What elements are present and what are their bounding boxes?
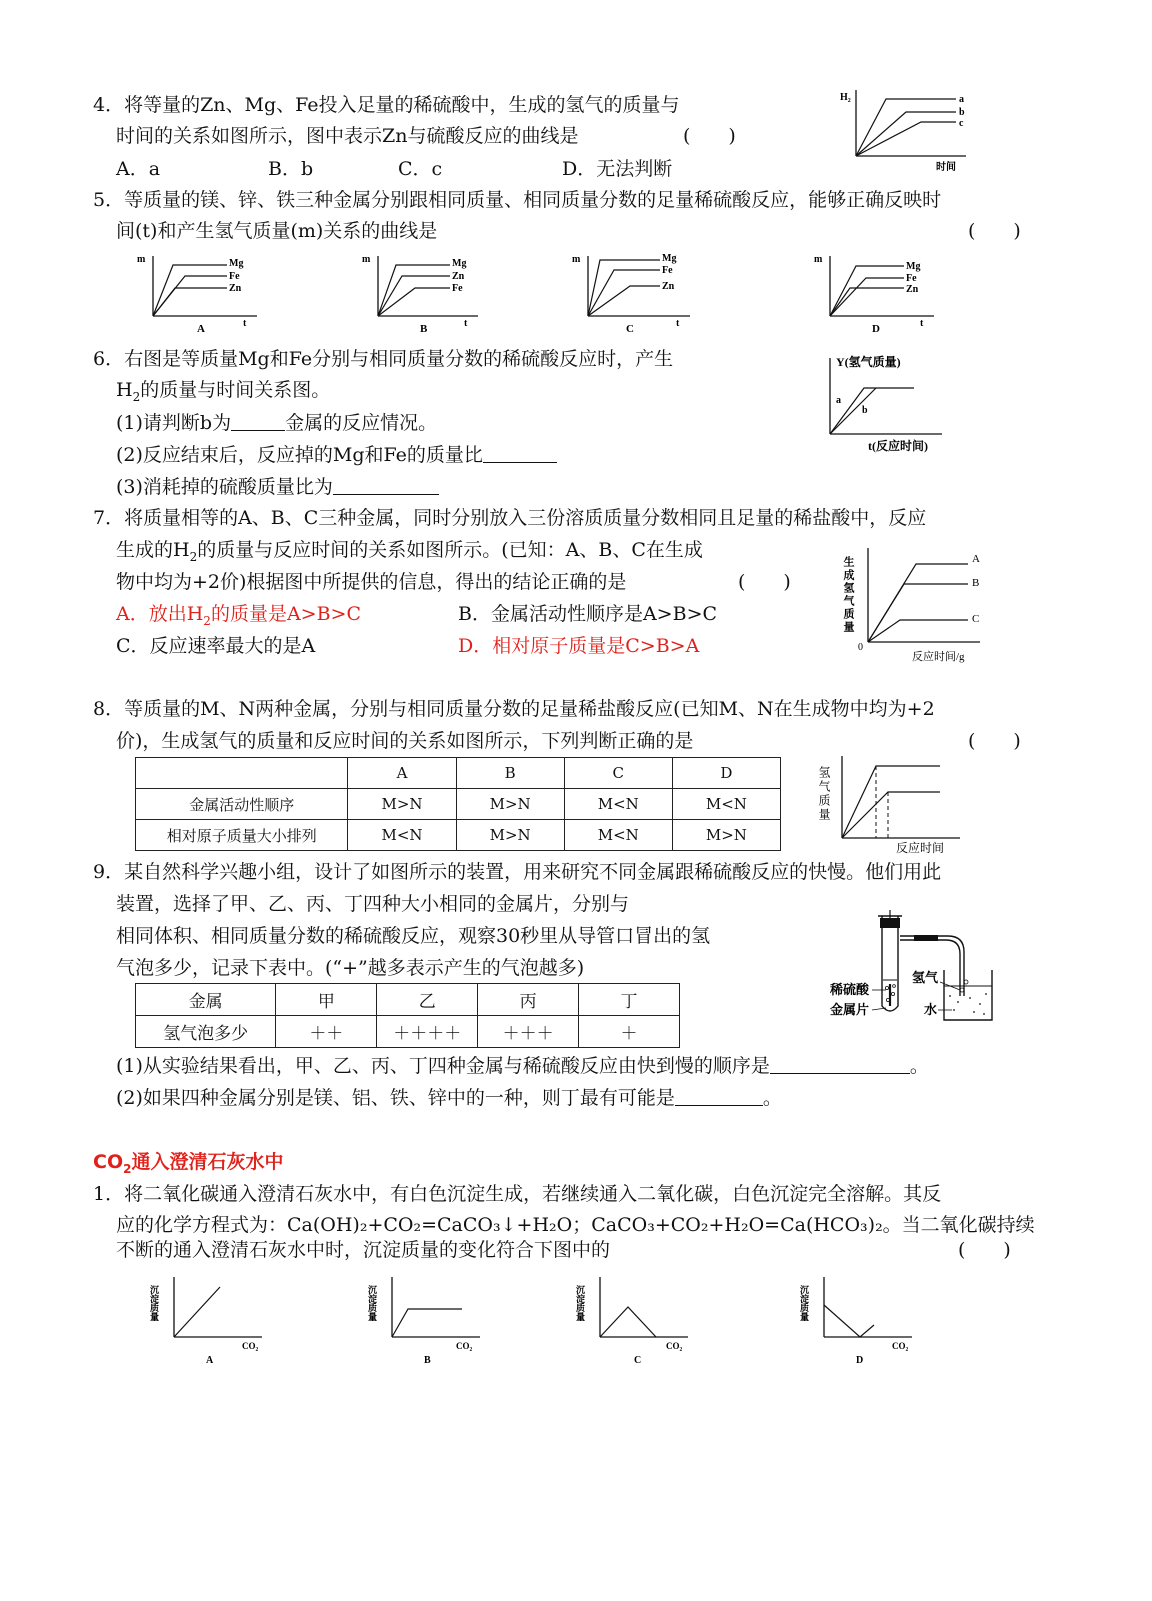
q5-graph-c[interactable] — [570, 252, 710, 338]
co2-q1-line3: 不断的通入澄清石灰水中时，沉淀质量的变化符合下图中的 — [116, 1239, 611, 1261]
co2-graph-b-id: B — [424, 1355, 431, 1366]
q5-d-label-1: Mg — [906, 261, 921, 272]
q5-b-axis-x: t — [464, 318, 468, 329]
q5-graph-c-id: C — [626, 323, 634, 335]
q8-line2: 价)，生成氢气的质量和反应时间的关系如图所示，下列判断正确的是 — [116, 730, 694, 752]
q6-curve-label-a: a — [836, 395, 841, 406]
q6-graph-ylabel: Y(氢气质量) — [836, 355, 901, 369]
q4-graph-ylabel: H₂ — [840, 92, 851, 103]
q7-curve-b — [868, 584, 968, 642]
q4-option-c[interactable]: C．c — [398, 158, 443, 180]
q5-graph-b[interactable] — [360, 252, 500, 338]
svg-text:沉淀质量: 沉淀质量 — [149, 1285, 159, 1321]
q9-sub1: (1)从实验结果看出，甲、乙、丙、丁四种金属与稀硫酸反应由快到慢的顺序是 。 — [116, 1055, 929, 1077]
svg-text:生成氢气质量: 生成氢气质量 — [842, 556, 854, 634]
q7-curve-a — [868, 564, 968, 642]
q7-option-a[interactable]: A．放出$H_2$的质量是A>B>C — [116, 603, 361, 628]
q9-blank-2[interactable] — [675, 1087, 763, 1106]
q5-graph-d-id: D — [872, 323, 880, 335]
q8-curve-m — [842, 766, 940, 838]
q5-d-axis-y: m — [814, 254, 823, 265]
q5-a-label-1: Mg — [229, 258, 244, 269]
co2-graph-b[interactable] — [368, 1275, 498, 1370]
q7-line1: 7．将质量相等的A、B、C三种金属，同时分别放入三份溶质质量分数相同且足量的稀盐酸中，反应 — [93, 507, 927, 529]
q9-table-header: 金属 甲 乙 丙 丁 — [136, 984, 680, 1016]
q6-curve-label-b: b — [862, 405, 868, 416]
q9-label-water: 水 — [924, 1002, 938, 1017]
q4-curve-label-b: b — [959, 107, 965, 118]
q8-graph — [818, 752, 968, 858]
q6-graph — [818, 352, 958, 456]
q5-graph-a[interactable] — [135, 252, 275, 338]
q8-h1: A — [348, 758, 456, 789]
q8-table-header — [136, 758, 781, 789]
q6-graph-xlabel: t(反应时间) — [868, 439, 928, 453]
q5-d-label-2: Fe — [906, 273, 917, 284]
q6-sub2: (2)反应结束后，反应掉的Mg和Fe的质量比 — [116, 442, 557, 468]
q6-blank-3[interactable] — [333, 476, 439, 495]
co2-q1-paren: ( ) — [958, 1239, 1011, 1261]
q5-b-label-2: Zn — [452, 271, 465, 282]
q7-graph-xlabel: 反应时间/g — [912, 651, 965, 663]
q5-a-axis-y: m — [137, 254, 146, 265]
q5-c-label-2: Fe — [662, 265, 673, 276]
q4-curve-label-c: c — [959, 118, 964, 129]
q9-label-acid: 稀硫酸 — [830, 982, 870, 997]
q5-a-label-3: Zn — [229, 283, 242, 294]
co2-graph-a-id: A — [206, 1355, 214, 1366]
q5-b-axis-y: m — [362, 254, 371, 265]
q8-h3: C — [564, 758, 672, 789]
q9-label-metal: 金属片 — [830, 1002, 870, 1017]
q9-line3: 相同体积、相同质量分数的稀硫酸反应，观察30秒里从导管口冒出的氢 — [116, 925, 711, 947]
q7-option-d[interactable]: D．相对原子质量是C>B>A — [458, 635, 700, 657]
q6-line1: 6．右图是等质量Mg和Fe分别与相同质量分数的稀硫酸反应时，产生 — [93, 348, 674, 370]
q9-blank-1[interactable] — [770, 1055, 910, 1074]
co2-graph-c[interactable] — [576, 1275, 706, 1370]
q7-graph-origin: 0 — [858, 642, 863, 653]
q9-table — [135, 983, 680, 1048]
q4-option-a[interactable]: A．a — [116, 158, 161, 180]
q9-line2: 装置，选择了甲、乙、丙、丁四种大小相同的金属片，分别与 — [116, 893, 630, 915]
q9-apparatus — [828, 910, 998, 1025]
svg-text:CO₂: CO₂ — [456, 1341, 473, 1351]
svg-text:沉淀质量: 沉淀质量 — [799, 1285, 809, 1321]
q4-line2: 时间的关系如图所示，图中表示Zn与硫酸反应的曲线是 — [116, 125, 579, 147]
co2-q1-line1: 1．将二氧化碳通入澄清石灰水中，有白色沉淀生成，若继续通入二氧化碳，白色沉淀完全溶解。其反 — [93, 1183, 942, 1205]
q5-a-axis-x: t — [243, 318, 247, 329]
q7-option-c[interactable]: C．反应速率最大的是A — [116, 635, 316, 657]
q4-line1: 4．将等量的Zn、Mg、Fe投入足量的稀硫酸中，生成的氢气的质量与 — [93, 94, 680, 116]
q7-curve-label-a: A — [972, 553, 980, 565]
q9-label-gas: 氢气 — [912, 970, 939, 985]
q9-sub2: (2)如果四种金属分别是镁、铝、铁、锌中的一种，则丁最有可能是 。 — [116, 1087, 782, 1109]
q5-a-label-2: Fe — [229, 271, 240, 282]
q7-curve-label-c: C — [972, 613, 980, 625]
q5-c-axis-y: m — [572, 254, 581, 265]
q6-line2: $H_2$的质量与时间关系图。 — [116, 379, 331, 404]
q5-paren: ( ) — [968, 220, 1021, 242]
co2-graph-c-id: C — [634, 1355, 642, 1366]
q5-b-label-1: Mg — [452, 258, 467, 269]
q4-curve-b — [856, 112, 956, 156]
q4-option-b[interactable]: B．b — [268, 158, 314, 180]
q8-h4: D — [672, 758, 780, 789]
svg-text:沉淀质量: 沉淀质量 — [575, 1285, 585, 1321]
q7-graph-ylabel — [842, 555, 855, 634]
q5-d-label-3: Zn — [906, 284, 919, 295]
svg-text:CO₂: CO₂ — [892, 1341, 909, 1351]
q6-blank-2[interactable] — [483, 444, 557, 463]
q5-line2: 间(t)和产生氢气质量(m)关系的曲线是 — [116, 220, 438, 242]
table-row: 相对原子质量大小排列 M<N M>N M<N M>N — [136, 820, 781, 851]
q7-paren: ( ) — [738, 571, 791, 593]
q6-curve-a — [830, 388, 914, 434]
q4-option-d[interactable]: D．无法判断 — [562, 158, 673, 180]
q5-line1: 5．等质量的镁、锌、铁三种金属分别跟相同质量、相同质量分数的足量稀硫酸反应，能够正确反映时 — [93, 189, 942, 211]
q6-blank-1[interactable] — [231, 412, 285, 431]
q4-curve-label-a: a — [959, 94, 964, 105]
co2-section-title: $CO_2$通入澄清石灰水中 — [93, 1151, 284, 1176]
q4-graph — [836, 86, 976, 176]
q5-c-label-1: Mg — [662, 253, 677, 264]
q5-d-axis-x: t — [920, 318, 924, 329]
q5-c-axis-x: t — [676, 318, 680, 329]
svg-text:CO₂: CO₂ — [666, 1341, 683, 1351]
co2-graph-a[interactable] — [150, 1275, 280, 1370]
q5-graph-b-id: B — [420, 323, 428, 335]
q7-line3: 物中均为+2价)根据图中所提供的信息，得出的结论正确的是 — [116, 571, 627, 593]
q8-line1: 8．等质量的M、N两种金属，分别与相同质量分数的足量稀盐酸反应(已知M、N在生成物中均为+2 — [93, 698, 935, 720]
co2-graph-d[interactable] — [800, 1275, 930, 1370]
q4-paren: ( ) — [683, 125, 736, 147]
q5-c-label-3: Zn — [662, 281, 675, 292]
q7-curve-c — [868, 620, 968, 642]
q7-option-b[interactable]: B．金属活动性顺序是A>B>C — [458, 603, 718, 625]
q8-h2: B — [456, 758, 564, 789]
table-row: 金属活动性顺序 M>N M>N M<N M<N — [136, 789, 781, 820]
q9-line4: 气泡多少，记录下表中。(“+”越多表示产生的气泡越多) — [116, 957, 585, 979]
q5-graph-a-id: A — [197, 323, 205, 335]
q6-sub1: (1)请判断b为 金属的反应情况。 — [116, 412, 438, 434]
q6-sub3: (3)消耗掉的硫酸质量比为 — [116, 474, 439, 500]
q9-line1: 9．某自然科学兴趣小组，设计了如图所示的装置，用来研究不同金属跟稀硫酸反应的快慢。他们用此 — [93, 861, 942, 883]
svg-text:沉淀质量: 沉淀质量 — [367, 1285, 377, 1321]
q8-graph-xlabel: 反应时间 — [896, 841, 945, 855]
co2-q1-line2: 应的化学方程式为：Ca(OH)₂+CO₂=CaCO₃↓+H₂O；CaCO₃+CO₂+H₂O=Ca(HCO₃)₂。当二氧化碳持续 — [116, 1214, 1035, 1236]
q7-graph — [840, 542, 1000, 664]
q8-h0 — [136, 758, 348, 789]
svg-text:CO₂: CO₂ — [242, 1341, 259, 1351]
q4-graph-xlabel: 时间 — [936, 162, 956, 173]
q5-b-label-3: Fe — [452, 283, 463, 294]
q5-graph-d[interactable] — [812, 252, 952, 338]
q8-table — [135, 757, 781, 851]
q4-curve-a — [856, 99, 956, 156]
q7-curve-label-b: B — [972, 577, 980, 589]
q7-line2: 生成的$H_2$的质量与反应时间的关系如图所示。(已知：A、B、C在生成 — [116, 539, 703, 564]
co2-graph-d-id: D — [856, 1355, 864, 1366]
q8-paren: ( ) — [968, 730, 1021, 752]
table-row: 氢气泡多少 ＋＋ ＋＋＋＋ ＋＋＋ ＋ — [136, 1016, 680, 1048]
q8-curve-n — [842, 792, 940, 838]
q8-graph-ylabel: 氢气质量 — [817, 766, 831, 822]
